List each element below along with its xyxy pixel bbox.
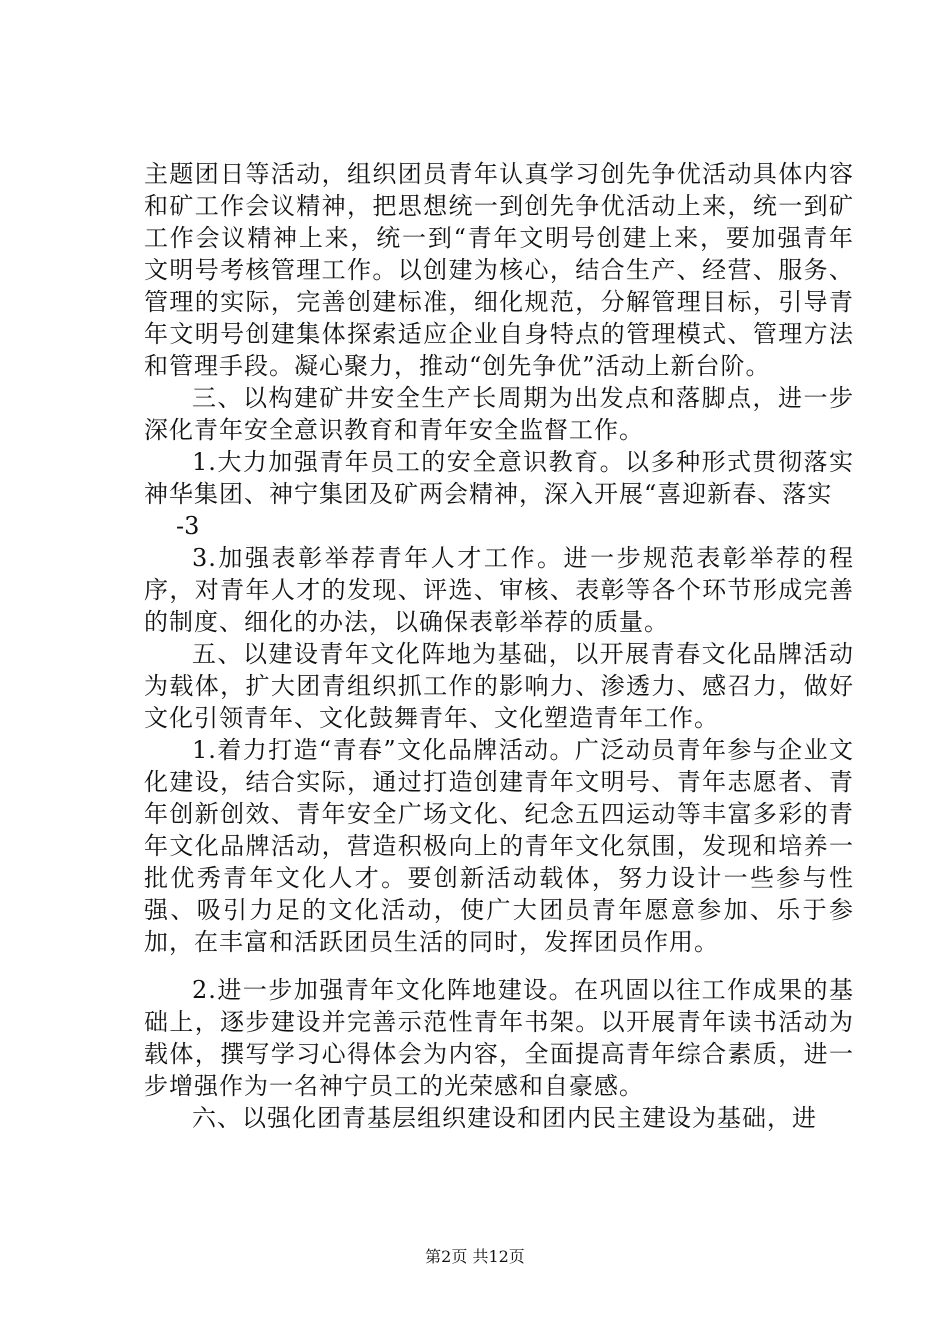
paragraph-safety-education: 1.大力加强青年员工的安全意识教育。以多种形式贯彻落实神华集团、神宁集团及矿两会精神，深入开展“喜迎新春、落实 — [144, 448, 854, 508]
paragraph-activities: 主题团日等活动，组织团员青年认真学习创先争优活动具体内容和矿工作会议精神，把思想统一到创先争优活动上来，统一到矿工作会议精神上来，统一到“青年文明号创建上来，要加强青年文明号考核管理工作。以创建为核心，结合生产、经营、服务、管理的实际，完善创建标准，细化规范，分解管理目标，引导青年文明号创建集体探索适应企业自身特点的管理模式、管理方法和管理手段。凝心聚力，推动“创先争优”活动上新台阶。 — [144, 160, 854, 380]
paragraph-section-six-heading: 六、以强化团青基层组织建设和团内民主建设为基础，进 — [192, 1104, 817, 1132]
paragraph-talent-recognition: 3.加强表彰举荐青年人才工作。进一步规范表彰举荐的程序，对青年人才的发现、评选、审核、表彰等各个环节形成完善的制度、细化的办法，以确保表彰举荐的质量。 — [144, 544, 854, 636]
paragraph-youth-culture-brand: 1.着力打造“青春”文化品牌活动。广泛动员青年参与企业文化建设，结合实际，通过打造创建青年文明号、青年志愿者、青年创新创效、青年安全广场文化、纪念五四运动等丰富多彩的青年文化品牌活动，营造积极向上的青年文化氛围，发现和培养一批优秀青年文化人才。要创新活动载体，努力设计一些参与性强、吸引力足的文化活动，使广大团员青年愿意参加、乐于参加，在丰富和活跃团员生活的同时，发挥团员作用。 — [144, 736, 854, 956]
page-footer: 第2页 共12页 — [425, 1247, 525, 1266]
document-body — [144, 158, 854, 1134]
paragraph-section-three-heading: 三、以构建矿井安全生产长周期为出发点和落脚点，进一步深化青年安全意识教育和青年安全监督工作。 — [144, 384, 854, 444]
paragraph-section-five-heading: 五、以建设青年文化阵地为基础，以开展青春文化品牌活动为载体，扩大团青组织抓工作的影响力、渗透力、感召力，做好文化引领青年、文化鼓舞青年、文化塑造青年工作。 — [144, 640, 854, 732]
page-number-mark: -3 — [176, 512, 200, 540]
paragraph-culture-position: 2.进一步加强青年文化阵地建设。在巩固以往工作成果的基础上，逐步建设并完善示范性青年书架。以开展青年读书活动为载体，撰写学习心得体会为内容，全面提高青年综合素质，进一步增强作为一名神宁员工的光荣感和自豪感。 — [144, 976, 854, 1100]
paragraph-gap — [144, 958, 854, 974]
